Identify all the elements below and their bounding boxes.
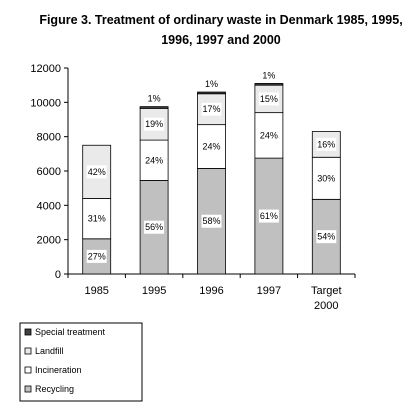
data-label: 24%	[202, 141, 221, 152]
data-label: 54%	[317, 231, 336, 242]
legend	[20, 323, 142, 401]
legend-label: Incineration	[35, 365, 82, 375]
data-label: 16%	[317, 139, 336, 150]
y-tick-label: 8000	[36, 131, 61, 144]
data-label: 17%	[202, 104, 221, 115]
bar-segment	[140, 107, 168, 109]
y-tick-label: 0	[54, 269, 61, 281]
data-label: 24%	[259, 130, 278, 141]
data-label: 19%	[145, 119, 164, 130]
data-label: 42%	[87, 166, 106, 177]
x-tick-label: 2000	[314, 300, 339, 312]
x-tick-label: Target	[311, 285, 342, 297]
data-label: 15%	[259, 93, 278, 104]
x-tick-label: 1985	[84, 285, 109, 297]
data-label: 30%	[317, 173, 336, 184]
x-tick-label: 1996	[199, 285, 224, 297]
legend-label: Special treatment	[35, 327, 106, 337]
data-label: 56%	[145, 222, 164, 233]
data-label: 31%	[87, 213, 106, 224]
y-tick-label: 4000	[36, 200, 61, 213]
legend-label: Recycling	[35, 384, 75, 394]
y-tick-label: 10000	[30, 97, 61, 110]
legend-label: Landfill	[35, 346, 64, 356]
x-tick-label: 1995	[141, 285, 167, 297]
data-label: 58%	[202, 216, 221, 227]
data-label: 27%	[87, 251, 106, 262]
bar-segment	[198, 92, 226, 94]
y-tick-label: 12000	[30, 63, 61, 75]
legend-swatch	[25, 386, 31, 392]
data-label: 61%	[259, 211, 278, 222]
bar-segment	[255, 83, 283, 85]
legend-swatch	[25, 348, 31, 354]
chart-title-line-2: 1996, 1997 and 2000	[161, 33, 281, 47]
data-label: 1%	[204, 79, 219, 90]
y-tick-label: 2000	[36, 234, 61, 247]
data-label: 1%	[262, 70, 276, 81]
data-label: 24%	[145, 155, 164, 166]
data-label: 1%	[147, 93, 161, 104]
legend-swatch	[25, 329, 31, 335]
y-tick-label: 6000	[36, 166, 61, 178]
x-tick-label: 1997	[256, 285, 282, 297]
chart-title-line-1: Figure 3. Treatment of ordinary waste in Denmark 1985, 1995,	[39, 13, 403, 27]
plot-area	[30, 63, 355, 312]
legend-swatch	[25, 367, 31, 373]
